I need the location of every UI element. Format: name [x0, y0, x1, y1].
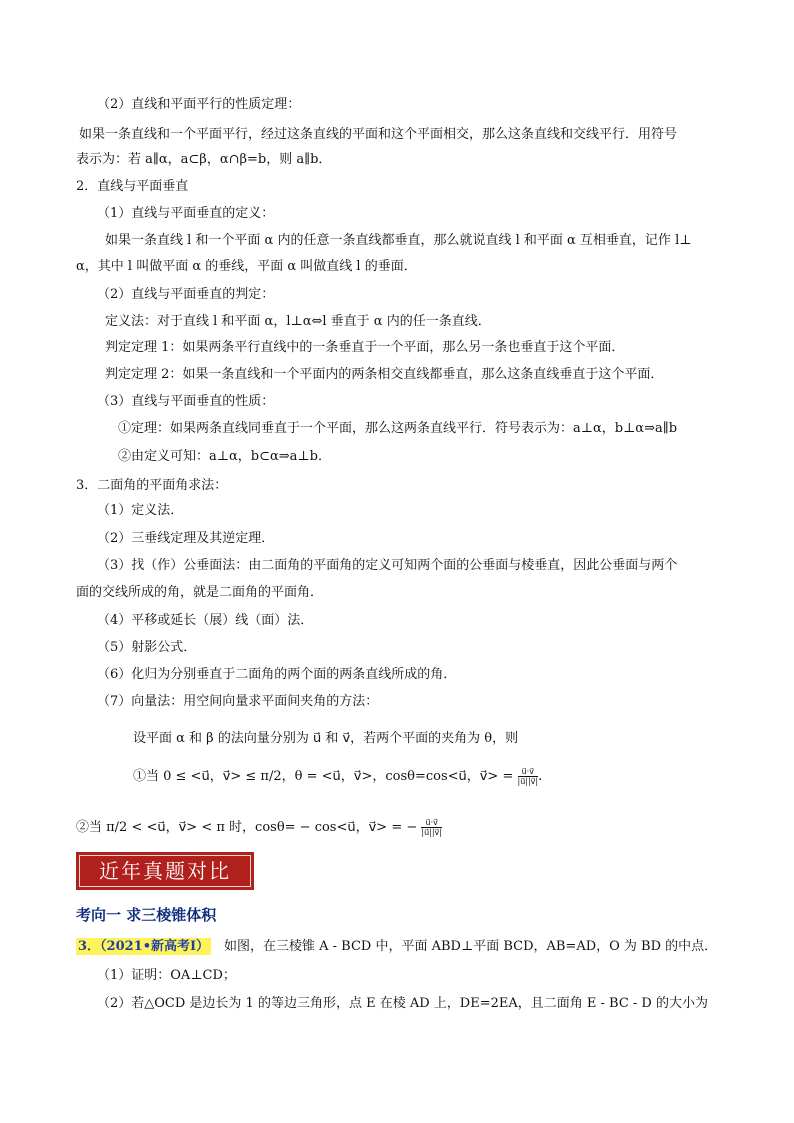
text-line: ①定理：如果两条直线同垂直于一个平面，那么这两条直线平行．符号表示为：a⊥α，b⊥α⇒a∥b: [118, 421, 678, 436]
text-line: 如果一条直线 l 和一个平面 α 内的任意一条直线都垂直，那么就说直线 l 和平面 α 互相垂直，记作 l⊥: [105, 233, 692, 248]
text-line: （3）直线与平面垂直的性质：: [97, 394, 275, 409]
text-line: 设平面 α 和 β 的法向量分别为 u⃗ 和 v⃗，若两个平面的夹角为 θ，则: [133, 731, 519, 746]
text-line: 2．直线与平面垂直: [76, 179, 189, 194]
fraction-numerator: u⃗·v⃗: [421, 818, 442, 828]
text-line: （5）射影公式．: [97, 640, 197, 655]
text-line: （1）定义法．: [97, 503, 184, 518]
text-line: 面的交线所成的角，就是二面角的平面角．: [76, 585, 324, 600]
fraction-denominator: |u⃗||v⃗|: [517, 777, 539, 786]
banner-title: 近年真题对比: [79, 855, 251, 887]
text-line: （1）直线与平面垂直的定义：: [97, 206, 275, 221]
text-line: （4）平移或延长（展）线（面）法．: [97, 613, 314, 628]
formula-text: ②当 π/2 < <u⃗，v⃗> < π 时，cosθ= − cos<u⃗，v⃗> = −: [76, 820, 418, 835]
text-line: （2）三垂线定理及其逆定理．: [97, 531, 275, 546]
formula-text: ①当 0 ≤ <u⃗，v⃗> ≤ π/2，θ = <u⃗，v⃗>，cosθ=cos<u⃗，v⃗> =: [133, 769, 514, 784]
section-banner: [76, 852, 254, 890]
fraction: [518, 767, 539, 786]
text-line: （2）直线与平面垂直的判定：: [97, 287, 275, 302]
text-line: （6）化归为分别垂直于二面角的两个面的两条直线所成的角．: [97, 667, 457, 682]
text-line: 表示为：若 a∥α，a⊂β，α∩β=b，则 a∥b．: [76, 152, 332, 167]
section-title: 考向一 求三棱锥体积: [76, 906, 217, 924]
fraction: [421, 818, 442, 837]
formula-line: [133, 767, 542, 786]
fraction-denominator: |u⃗||v⃗|: [421, 828, 442, 837]
fraction-numerator: u⃗·v⃗: [518, 767, 539, 777]
text-line: 判定定理 1：如果两条平行直线中的一条垂直于一个平面，那么另一条也垂直于这个平面．: [105, 340, 625, 355]
text-line: （3）找（作）公垂面法：由二面角的平面角的定义可知两个面的公垂面与棱垂直，因此公垂面与两个: [97, 558, 678, 573]
question-part: （1）证明：OA⊥CD；: [97, 968, 236, 983]
question-text: 如图，在三棱锥 A - BCD 中，平面 ABD⊥平面 BCD，AB=AD，O 为 BD 的中点．: [224, 939, 718, 954]
text-line: （7）向量法：用空间向量求平面间夹角的方法：: [97, 694, 379, 709]
text-line: ②由定义可知：a⊥α，b⊂α⇒a⊥b．: [118, 449, 331, 464]
question-number: 3．（2021•新高考Ⅰ）: [78, 939, 210, 954]
text-line: 如果一条直线和一个平面平行，经过这条直线的平面和这个平面相交，那么这条直线和交线平行．用符号: [79, 127, 678, 142]
text-line: 定义法：对于直线 l 和平面 α，l⊥α⇔l 垂直于 α 内的任一条直线．: [105, 314, 491, 329]
formula-line: [76, 818, 442, 837]
period: .: [538, 769, 543, 784]
question-part: （2）若△OCD 是边长为 1 的等边三角形，点 E 在棱 AD 上，DE=2EA，且二面角 E - BC - D 的大小为: [97, 996, 708, 1011]
text-line: 判定定理 2：如果一条直线和一个平面内的两条相交直线都垂直，那么这条直线垂直于这个平面．: [105, 367, 664, 382]
text-line: 3．二面角的平面角求法：: [76, 478, 228, 493]
text-line: （2）直线和平面平行的性质定理：: [97, 97, 301, 112]
text-line: α，其中 l 叫做平面 α 的垂线，平面 α 叫做直线 l 的垂面．: [76, 259, 417, 274]
